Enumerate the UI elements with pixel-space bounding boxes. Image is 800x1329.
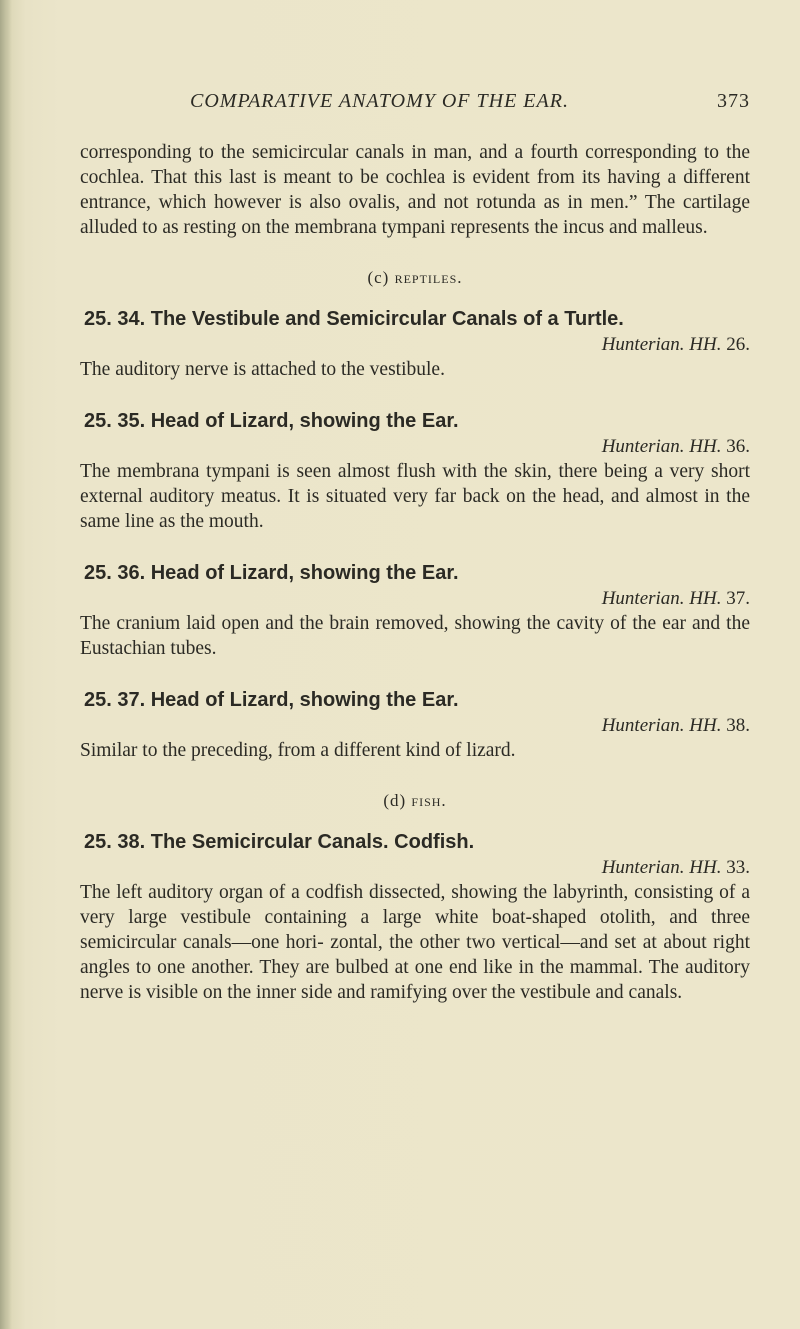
entry-ref-collection: Hunterian. HH. xyxy=(601,857,722,878)
entry-ref-collection: Hunterian. HH. xyxy=(601,588,722,609)
entry-title-text: The Vestibule and Semicircular Canals of a Turtle. xyxy=(150,308,624,330)
section-name: fish. xyxy=(411,791,447,810)
entry-number: 25. 36. xyxy=(84,562,146,584)
section-name: reptiles. xyxy=(394,268,463,287)
catalogue-entry xyxy=(80,306,750,382)
entry-description: The cranium laid open and the brain removed, showing the cavity of the ear and the Eustachian tubes. xyxy=(80,613,750,659)
entry-title xyxy=(84,687,750,713)
entry-title-text: The Semicircular Canals. Codfish. xyxy=(150,831,475,853)
section-heading-reptiles xyxy=(80,268,750,288)
entry-reference xyxy=(80,586,750,611)
entry-title xyxy=(84,560,750,586)
entry-title xyxy=(84,306,750,332)
section-label: (d) xyxy=(383,791,407,810)
entry-description: The left auditory organ of a codfish dissected, showing the labyrinth, consisting of a very large vestibule containing a large white boat-shaped otolith, and three semicircular canals—one hori- zontal, the other two vertical—and set at about right angles to one another. They are bulbed at one end like in the mammal. The auditory nerve is visible on the inner side and ramifying over the vestibule and canals. xyxy=(80,882,750,1003)
entry-title-text: Head of Lizard, showing the Ear. xyxy=(150,562,459,584)
catalogue-entry xyxy=(80,829,750,1005)
catalogue-entry xyxy=(80,687,750,763)
entry-title xyxy=(84,408,750,434)
entry-ref-collection: Hunterian. HH. xyxy=(601,715,722,736)
entry-number: 25. 34. xyxy=(84,308,146,330)
entry-title-text: Head of Lizard, showing the Ear. xyxy=(150,410,459,432)
section-label: (c) xyxy=(367,268,390,287)
entry-description: The membrana tympani is seen almost flush with the skin, there being a very short external auditory meatus. It is situated very far back on the head, and almost in the same line as the mouth. xyxy=(80,461,750,532)
entry-ref-number: 37. xyxy=(726,588,750,609)
catalogue-entry xyxy=(80,560,750,661)
section-heading-fish xyxy=(80,791,750,811)
entry-reference xyxy=(80,713,750,738)
entry-ref-number: 36. xyxy=(726,436,750,457)
running-head-title: COMPARATIVE ANATOMY OF THE EAR. xyxy=(190,90,569,112)
entry-reference xyxy=(80,332,750,357)
entry-reference xyxy=(80,855,750,880)
entry-ref-collection: Hunterian. HH. xyxy=(601,334,722,355)
entry-title xyxy=(84,829,750,855)
entry-number: 25. 38. xyxy=(84,831,146,853)
entry-title-text: Head of Lizard, showing the Ear. xyxy=(150,689,459,711)
entry-ref-number: 33. xyxy=(726,857,750,878)
page-number: 373 xyxy=(717,90,750,112)
entry-description: Similar to the preceding, from a different kind of lizard. xyxy=(80,740,516,761)
entry-reference xyxy=(80,434,750,459)
entry-number: 25. 37. xyxy=(84,689,146,711)
entry-ref-number: 38. xyxy=(726,715,750,736)
entry-description: The auditory nerve is attached to the vestibule. xyxy=(80,359,445,380)
intro-paragraph: corresponding to the semicircular canals in man, and a fourth corresponding to the cochlea. That this last is meant to be cochlea is evident from its having a different entrance, which however is also ovalis, and not rotunda as in men.” The cartilage alluded to as resting on the membrana tympani represents the incus and malleus. xyxy=(80,142,750,238)
entry-number: 25. 35. xyxy=(84,410,146,432)
entry-ref-number: 26. xyxy=(726,334,750,355)
entry-ref-collection: Hunterian. HH. xyxy=(601,436,722,457)
page-spine-shadow xyxy=(0,0,12,1329)
catalogue-entry xyxy=(80,408,750,534)
page-content xyxy=(80,140,750,1031)
